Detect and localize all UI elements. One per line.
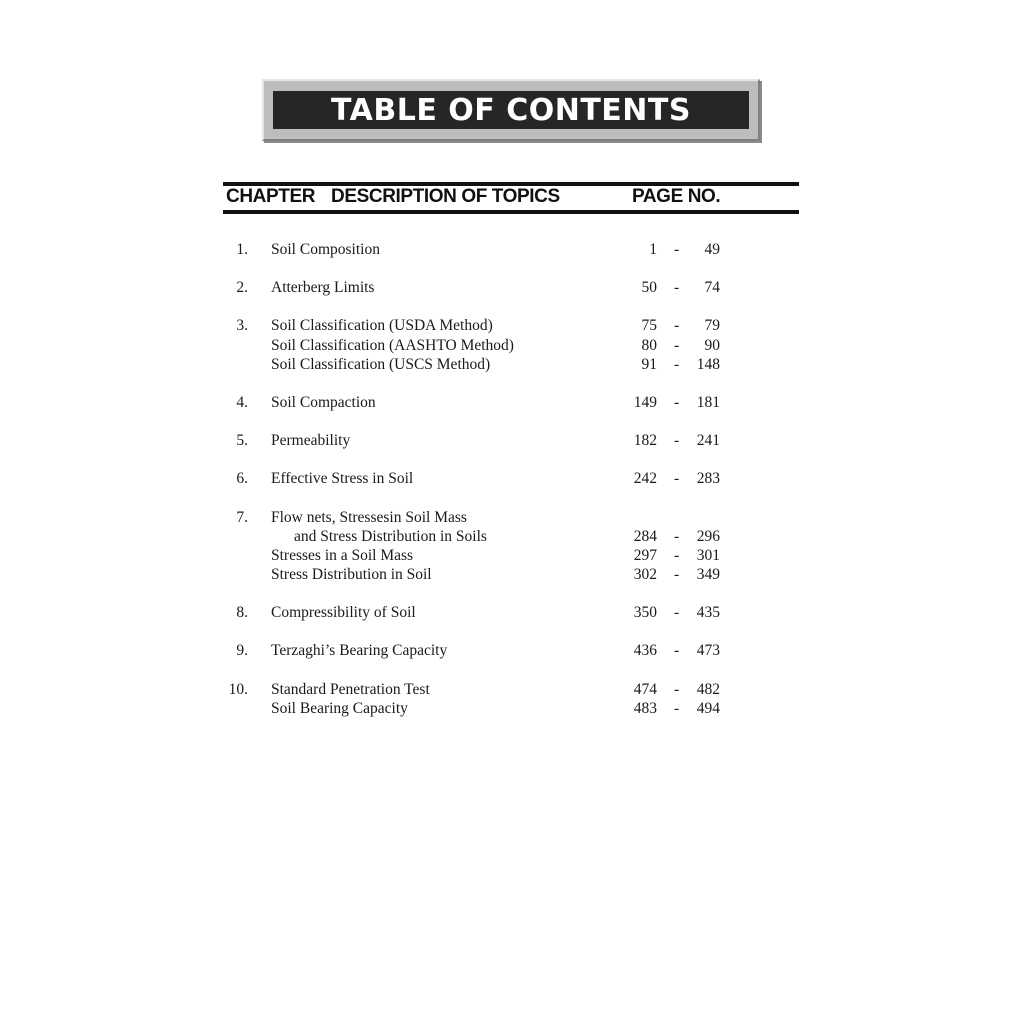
page-end: 301	[696, 546, 720, 564]
toc-line	[0, 355, 1024, 374]
page-start: 483	[633, 699, 657, 717]
page-range-dash: -	[674, 336, 680, 354]
topic-title: Flow nets, Stressesin Soil Mass	[271, 508, 467, 526]
page-range-dash: -	[674, 317, 680, 335]
chapter-number: 6.	[236, 470, 248, 488]
topic-title: Terzaghi’s Bearing Capacity	[271, 642, 448, 660]
page-range-dash: -	[674, 355, 680, 373]
page-start: 182	[633, 432, 657, 450]
chapter-number: 7.	[236, 508, 248, 526]
toc-line	[0, 565, 1024, 584]
chapter-number: 3.	[236, 317, 248, 335]
topic-title: Permeability	[271, 432, 351, 450]
page-start: 80	[641, 336, 657, 354]
page-start: 436	[633, 642, 657, 660]
page-end: 181	[696, 393, 720, 411]
page-end: 148	[696, 355, 720, 373]
chapter-number: 9.	[236, 642, 248, 660]
chapter-number: 4.	[236, 393, 248, 411]
page-start: 284	[633, 527, 657, 545]
toc-entry	[0, 680, 1024, 718]
entry-spacer	[0, 450, 1024, 469]
toc-line	[0, 240, 1024, 259]
entry-spacer	[0, 661, 1024, 680]
page-end: 494	[696, 699, 720, 717]
toc-line	[0, 469, 1024, 488]
description-column-header: DESCRIPTION OF TOPICS	[331, 186, 560, 207]
page-range-dash: -	[674, 470, 680, 488]
page-start: 1	[649, 241, 657, 258]
chapter-number: 5.	[236, 432, 248, 450]
page-end: 283	[696, 470, 720, 488]
chapter-number: 2.	[236, 279, 248, 297]
page-range-dash: -	[674, 393, 680, 411]
chapter-number: 1.	[236, 241, 248, 258]
entry-spacer	[0, 374, 1024, 393]
topic-title: Soil Classification (AASHTO Method)	[271, 336, 514, 354]
topic-title: Soil Classification (USDA Method)	[271, 317, 493, 335]
page-title: TABLE OF CONTENTS	[331, 92, 691, 128]
toc-line	[0, 546, 1024, 565]
toc-line	[0, 508, 1024, 527]
toc-line	[0, 603, 1024, 622]
chapter-number: 8.	[236, 604, 248, 622]
page-start: 474	[633, 680, 657, 698]
toc-entry	[0, 278, 1024, 297]
topic-title: Soil Classification (USCS Method)	[271, 355, 491, 373]
page-start: 50	[641, 279, 657, 297]
page-end: 49	[704, 241, 720, 258]
page-end: 74	[704, 279, 720, 297]
title-banner-inner	[273, 91, 749, 129]
page-start: 302	[633, 566, 657, 584]
toc-entry	[0, 641, 1024, 660]
toc-line	[0, 527, 1024, 546]
page-range-dash: -	[674, 680, 680, 698]
toc-entry	[0, 316, 1024, 374]
page-range-dash: -	[674, 279, 680, 297]
toc-entry	[0, 393, 1024, 412]
topic-title: Stresses in a Soil Mass	[271, 546, 414, 564]
page-end: 241	[696, 432, 720, 450]
toc-line	[0, 680, 1024, 699]
page-column-header: PAGE NO.	[632, 186, 721, 207]
page-end: 349	[696, 566, 720, 584]
toc-line	[0, 431, 1024, 450]
toc-line	[0, 336, 1024, 355]
page-range-dash: -	[674, 241, 680, 258]
topic-title: Soil Compaction	[271, 393, 376, 411]
chapter-column-header: CHAPTER	[226, 186, 316, 207]
page-range-dash: -	[674, 699, 680, 717]
toc-line	[0, 641, 1024, 660]
topic-title: Effective Stress in Soil	[271, 470, 414, 488]
chapter-number: 10.	[228, 680, 248, 698]
page-start: 242	[633, 470, 657, 488]
toc-entry	[0, 508, 1024, 585]
toc-line	[0, 316, 1024, 335]
page-end: 473	[696, 642, 720, 660]
page-end: 79	[704, 317, 720, 335]
entry-spacer	[0, 259, 1024, 278]
topic-title: Compressibility of Soil	[271, 604, 416, 622]
page-range-dash: -	[674, 527, 680, 545]
entry-spacer	[0, 584, 1024, 603]
toc-entries	[0, 240, 1024, 718]
page-range-dash: -	[674, 642, 680, 660]
page-end: 90	[704, 336, 720, 354]
entry-spacer	[0, 489, 1024, 508]
page-start: 297	[633, 546, 657, 564]
page-start: 350	[633, 604, 657, 622]
page-range-dash: -	[674, 566, 680, 584]
topic-title: Standard Penetration Test	[271, 680, 430, 698]
toc-entry	[0, 240, 1024, 259]
entry-spacer	[0, 622, 1024, 641]
page-end: 435	[696, 604, 720, 622]
page-end: 482	[696, 680, 720, 698]
page-start: 149	[633, 393, 657, 411]
header-rule-bottom	[223, 210, 799, 214]
topic-title: Soil Bearing Capacity	[271, 699, 408, 717]
page-start: 75	[641, 317, 657, 335]
page-start: 91	[641, 355, 657, 373]
topic-title: Soil Composition	[271, 241, 380, 258]
title-banner	[262, 79, 760, 141]
toc-entry	[0, 431, 1024, 450]
toc-line	[0, 393, 1024, 412]
page-range-dash: -	[674, 432, 680, 450]
topic-title: Atterberg Limits	[271, 279, 375, 297]
toc-entry	[0, 603, 1024, 622]
page-range-dash: -	[674, 546, 680, 564]
toc-line	[0, 278, 1024, 297]
topic-title: and Stress Distribution in Soils	[294, 527, 487, 545]
topic-title: Stress Distribution in Soil	[271, 566, 432, 584]
toc-line	[0, 699, 1024, 718]
entry-spacer	[0, 412, 1024, 431]
page-range-dash: -	[674, 604, 680, 622]
entry-spacer	[0, 297, 1024, 316]
page-end: 296	[696, 527, 720, 545]
toc-entry	[0, 469, 1024, 488]
